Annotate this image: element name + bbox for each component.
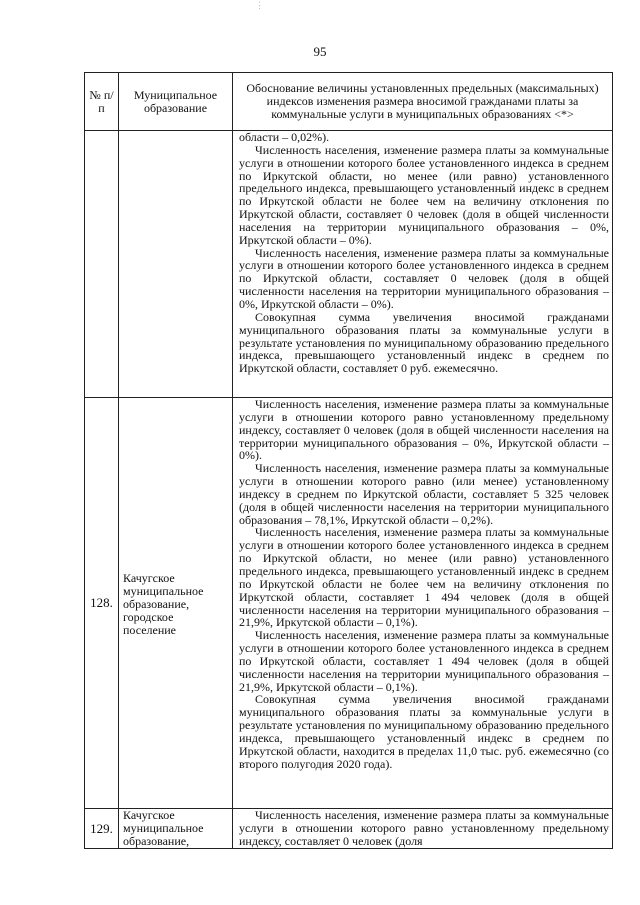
table-row bbox=[85, 398, 613, 809]
basis-paragraph: Численность населения, изменение размера платы за коммунальные услуги в отношении которого более установленного индекса в среднем по Иркутской области, но менее (или равно) установленного предельного индекса, превышающего установленный индекс в среднем по Иркутской области не более чем на величину отклонения по Иркутской области, составляет 1 494 человек (доля в общей численности населения на территории муниципального образования – 21,9%, Иркутской области – 0,1%). bbox=[239, 525, 609, 630]
basis-paragraph: области – 0,02%). bbox=[239, 130, 330, 144]
row-basis bbox=[233, 131, 613, 398]
header-basis: Обоснование величины установленных предельных (максимальных) индексов изменения размера вносимой гражданами платы за коммунальные услуги в муниципальных образованиях <*> bbox=[233, 73, 613, 131]
table-row bbox=[85, 131, 613, 398]
basis-paragraph: Численность населения, изменение размера платы за коммунальные услуги в отношении которого более установленного индекса в среднем по Иркутской области, но менее (или равно) установленного предельного индекса, превышающего установленный индекс в среднем по Иркутской области не более чем на величину отклонения по Иркутской области, составляет 0 человек (доля в общей численности населения на территории муниципального образования – 0%, Иркутской области – 0%). bbox=[239, 142, 609, 247]
basis-paragraph: Численность населения, изменение размера платы за коммунальные услуги в отношении которого более установленного индекса в среднем по Иркутской области, составляет 1 494 человек (доля в общей численности населения на территории муниципального образования – 21,9%, Иркутской области – 0,1%). bbox=[239, 628, 609, 694]
row-municipality: Качугское муниципальное образование, городское поселение bbox=[119, 398, 233, 809]
row-number bbox=[85, 131, 119, 398]
row-number: 128. bbox=[85, 398, 119, 809]
row-basis bbox=[233, 809, 613, 849]
row-municipality bbox=[119, 131, 233, 398]
table-row bbox=[85, 809, 613, 849]
basis-paragraph: Численность населения, изменение размера платы за коммунальные услуги в отношении которого равно (или менее) установленному индексу в среднем по Иркутской области, составляет 5 325 человек (доля в общей численности населения на территории муниципального образования – 78,1%, Иркутской области – 0,2%). bbox=[239, 461, 609, 527]
table-header-row bbox=[85, 73, 613, 131]
basis-paragraph: Численность населения, изменение размера платы за коммунальные услуги в отношении которого равно установленному предельному индексу, составляет 0 человек (доля bbox=[239, 808, 609, 848]
municipal-index-table bbox=[84, 72, 613, 849]
page-number: 95 bbox=[313, 44, 327, 59]
basis-paragraph: Совокупная сумма увеличения вносимой гражданами муниципального образования платы за коммунальные услуги в результате установления по муниципальному образованию предельного индекса, превышающего установленный индекс в среднем по Иркутской области, находится в пределах 11,0 тыс. руб. ежемесячно (со второго полугодия 2020 года). bbox=[239, 692, 609, 771]
header-municipality: Муниципальное образование bbox=[119, 73, 233, 131]
basis-paragraph: Численность населения, изменение размера платы за коммунальные услуги в отношении которого равно установленному предельному индексу, составляет 0 человек (доля в общей численности населения на территории муниципального образования – 0%, Иркутской области – 0%). bbox=[239, 397, 609, 463]
row-basis bbox=[233, 398, 613, 809]
basis-paragraph: Совокупная сумма увеличения вносимой гражданами муниципального образования платы за коммунальные услуги в результате установления по муниципальному образованию предельного индекса, превышающего установленный индекс в среднем по Иркутской области, составляет 0 руб. ежемесячно. bbox=[239, 309, 609, 376]
basis-paragraph: Численность населения, изменение размера платы за коммунальные услуги в отношении которого более установленного индекса в среднем по Иркутской области, составляет 0 человек (доля в общей численности населения на территории муниципального образования – 0%, Иркутской области – 0%). bbox=[239, 245, 609, 311]
row-number: 129. bbox=[85, 809, 119, 849]
scan-mark: ⋮ bbox=[255, 0, 264, 10]
header-number: № п/п bbox=[85, 73, 119, 131]
row-municipality: Качугское муниципальное образование, bbox=[119, 809, 233, 849]
